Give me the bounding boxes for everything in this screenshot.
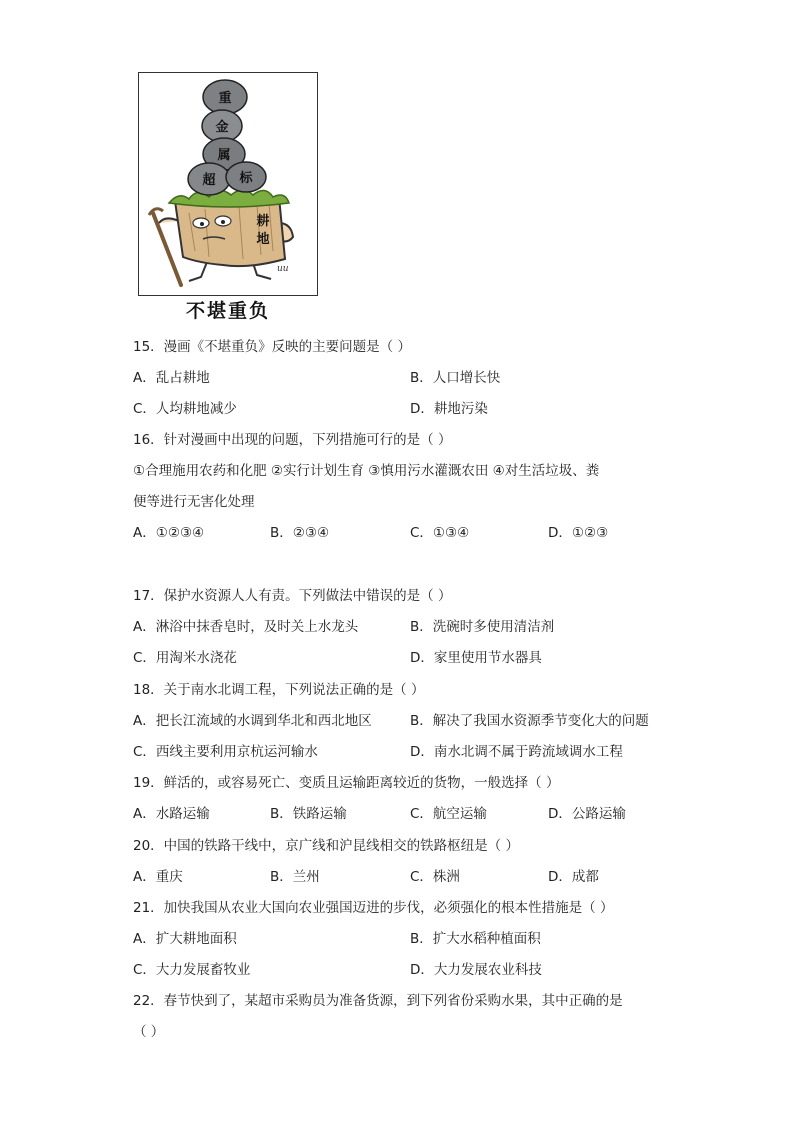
question-stem: 22．春节快到了，某超市采购员为准备货源，到下列省份采购水果，其中正确的是 bbox=[133, 993, 623, 1009]
answer-option[interactable]: C．株洲 bbox=[410, 869, 460, 885]
answer-option[interactable]: C．航空运输 bbox=[410, 806, 487, 822]
stone-label: 金 bbox=[215, 120, 229, 135]
question-stem: 16．针对漫画中出现的问题，下列措施可行的是（ ） bbox=[133, 432, 452, 448]
plot-label: 地 bbox=[256, 232, 270, 247]
answer-option[interactable]: A．扩大耕地面积 bbox=[133, 931, 237, 947]
question-stem: 15．漫画《不堪重负》反映的主要问题是（ ） bbox=[133, 339, 411, 355]
question-stem-continued: 便等进行无害化处理 bbox=[133, 494, 255, 510]
stone-label: 重 bbox=[218, 91, 232, 106]
question-stem: 21．加快我国从农业大国向农业强国迈进的步伐，必须强化的根本性措施是（ ） bbox=[133, 900, 614, 916]
answer-option[interactable]: D．家里使用节水器具 bbox=[410, 650, 542, 666]
stone-label: 标 bbox=[239, 171, 253, 186]
answer-option[interactable]: D．南水北调不属于跨流域调水工程 bbox=[410, 744, 623, 760]
cartoon-caption: 不堪重负 bbox=[185, 300, 270, 322]
answer-option[interactable]: A．乱占耕地 bbox=[133, 370, 210, 386]
answer-option[interactable]: B．扩大水稻种植面积 bbox=[410, 931, 541, 947]
answer-option[interactable]: C．西线主要利用京杭运河输水 bbox=[133, 744, 318, 760]
answer-option[interactable]: D．耕地污染 bbox=[410, 401, 488, 417]
answer-option[interactable]: B．兰州 bbox=[270, 869, 320, 885]
stone-label: 超 bbox=[202, 173, 216, 188]
question-stem-continued: （ ） bbox=[133, 1024, 165, 1040]
answer-option[interactable]: B．铁路运输 bbox=[270, 806, 347, 822]
stone-label: 属 bbox=[217, 148, 231, 163]
answer-option[interactable]: B．洗碗时多使用清洁剂 bbox=[410, 619, 555, 635]
question-stem: 19．鲜活的，或容易死亡、变质且运输距离较近的货物，一般选择（ ） bbox=[133, 775, 560, 791]
answer-option[interactable]: D．成都 bbox=[548, 869, 599, 885]
question-stem: 17．保护水资源人人有责。下列做法中错误的是（ ） bbox=[133, 588, 452, 604]
answer-option[interactable]: D．大力发展农业科技 bbox=[410, 962, 542, 978]
answer-option[interactable]: A．重庆 bbox=[133, 869, 183, 885]
overloaded-farmland-cartoon bbox=[139, 73, 316, 294]
answer-option[interactable]: B．解决了我国水资源季节变化大的问题 bbox=[410, 713, 649, 729]
question-stem: 20．中国的铁路干线中，京广线和沪昆线相交的铁路枢纽是（ ） bbox=[133, 838, 519, 854]
answer-option[interactable]: A．把长江流域的水调到华北和西北地区 bbox=[133, 713, 372, 729]
cartoon-illustration bbox=[138, 72, 318, 296]
artist-signature: uu bbox=[277, 264, 289, 274]
answer-option[interactable]: C．大力发展畜牧业 bbox=[133, 962, 251, 978]
plot-label: 耕 bbox=[256, 214, 270, 229]
answer-option[interactable]: C．人均耕地减少 bbox=[133, 401, 237, 417]
question-stem: 18．关于南水北调工程，下列说法正确的是（ ） bbox=[133, 682, 425, 698]
answer-option[interactable]: A．淋浴中抹香皂时，及时关上水龙头 bbox=[133, 619, 359, 635]
question-stem-continued: ①合理施用农药和化肥 ②实行计划生育 ③慎用污水灌溉农田 ④对生活垃圾、粪 bbox=[133, 463, 600, 479]
answer-option[interactable]: A．水路运输 bbox=[133, 806, 210, 822]
answer-option[interactable]: B．人口增长快 bbox=[410, 370, 501, 386]
answer-option[interactable]: B．②③④ bbox=[270, 525, 330, 541]
answer-option[interactable]: D．①②③ bbox=[548, 525, 609, 541]
answer-option[interactable]: D．公路运输 bbox=[548, 806, 626, 822]
answer-option[interactable]: C．用淘米水浇花 bbox=[133, 650, 237, 666]
answer-option[interactable]: A．①②③④ bbox=[133, 525, 205, 541]
answer-option[interactable]: C．①③④ bbox=[410, 525, 470, 541]
